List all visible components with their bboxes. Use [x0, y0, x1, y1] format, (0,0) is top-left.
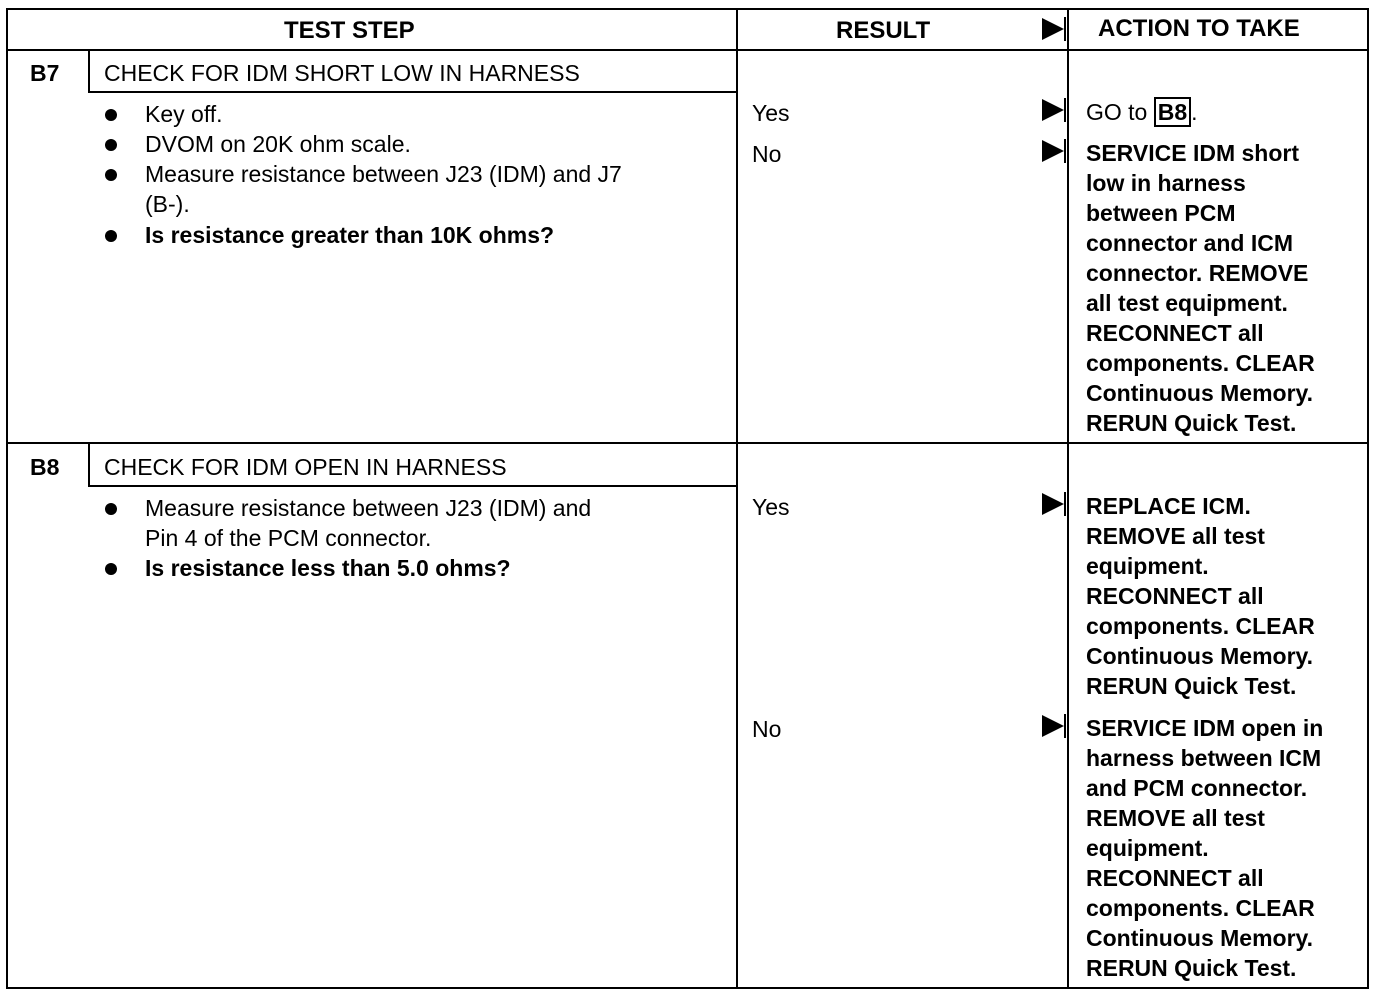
header-underline — [6, 49, 1369, 51]
b7-no-action-line: all test equipment. — [1086, 290, 1288, 316]
b8-no-arrow-icon — [1042, 715, 1064, 737]
b8-yes-action-line: REPLACE ICM. — [1086, 493, 1251, 519]
b7-no-action-line: low in harness — [1086, 170, 1246, 196]
b7-no-action-line: between PCM — [1086, 200, 1236, 226]
b8-yes-arrow-icon — [1042, 493, 1064, 515]
b7-no-action-line: components. CLEAR — [1086, 350, 1315, 376]
b8-result-yes: Yes — [752, 494, 790, 520]
b8-title-underline — [88, 485, 738, 487]
b8-result-no: No — [752, 716, 782, 742]
b7-step-title: CHECK FOR IDM SHORT LOW IN HARNESS — [104, 60, 580, 86]
b8-no-action-line: RERUN Quick Test. — [1086, 955, 1297, 981]
b7-result-no: No — [752, 141, 782, 167]
b7-yes-arrow-bar — [1064, 98, 1066, 122]
b7-title-underline — [88, 91, 738, 93]
b8-no-action-line: harness between ICM — [1086, 745, 1322, 771]
b8-yes-action-line: Continuous Memory. — [1086, 643, 1314, 669]
b8-yes-action-line: RECONNECT all — [1086, 583, 1264, 609]
b8-no-action-line: Continuous Memory. — [1086, 925, 1314, 951]
b7-yes-arrow-icon — [1042, 99, 1064, 121]
b8-no-action-line: components. CLEAR — [1086, 895, 1315, 921]
b7-no-action-line: RERUN Quick Test. — [1086, 410, 1297, 436]
b8-no-arrow-bar — [1064, 714, 1066, 738]
bullet-icon — [105, 109, 117, 121]
b8-no-action-line: SERVICE IDM open in — [1086, 715, 1324, 741]
header-result: RESULT — [836, 17, 931, 44]
col-divider-step-result — [736, 8, 738, 989]
b8-step-id: B8 — [30, 454, 60, 480]
b8-yes-action-line: components. CLEAR — [1086, 613, 1315, 639]
b8-bullet-1-line-1: Measure resistance between J23 (IDM) and — [145, 495, 592, 521]
b8-no-action-line: REMOVE all test — [1086, 805, 1265, 831]
b7-yes-action-ref: B8 — [1154, 97, 1191, 127]
b7-yes-action — [1086, 97, 1198, 127]
b8-bullet-1-line-2: Pin 4 of the PCM connector. — [145, 525, 432, 551]
b7-bullet-3-line-1: Measure resistance between J23 (IDM) and J7 — [145, 161, 622, 187]
b7-no-arrow-bar — [1064, 139, 1066, 163]
b7-no-action-line: SERVICE IDM short — [1086, 140, 1299, 166]
bullet-icon — [105, 563, 117, 575]
b8-no-action-line: RECONNECT all — [1086, 865, 1264, 891]
b8-yes-action-line: RERUN Quick Test. — [1086, 673, 1297, 699]
header-arrow-icon — [1042, 18, 1064, 40]
b8-yes-action-line: REMOVE all test — [1086, 523, 1265, 549]
b7-step-id: B7 — [30, 60, 60, 86]
bullet-icon — [105, 169, 117, 181]
b7-yes-action-suffix: . — [1191, 99, 1198, 125]
b8-step-title: CHECK FOR IDM OPEN IN HARNESS — [104, 454, 507, 480]
b8-yes-arrow-bar — [1064, 492, 1066, 516]
b8-no-action-line: equipment. — [1086, 835, 1209, 861]
b7-no-action-line: RECONNECT all — [1086, 320, 1264, 346]
b8-no-action-line: and PCM connector. — [1086, 775, 1308, 801]
id-divider-b8 — [88, 444, 90, 487]
header-arrow-bar — [1064, 17, 1066, 41]
b7-bullet-4-question: Is resistance greater than 10K ohms? — [145, 222, 555, 248]
col-divider-result-action — [1067, 8, 1069, 989]
b7-result-yes: Yes — [752, 100, 790, 126]
header-test-step: TEST STEP — [284, 17, 415, 44]
b7-no-action-line: connector and ICM — [1086, 230, 1294, 256]
b7-bullet-1: Key off. — [145, 101, 223, 127]
b7-yes-action-prefix: GO to — [1086, 99, 1148, 125]
bullet-icon — [105, 230, 117, 242]
bullet-icon — [105, 503, 117, 515]
b7-no-arrow-icon — [1042, 140, 1064, 162]
b7-bullet-2: DVOM on 20K ohm scale. — [145, 131, 411, 157]
b7-no-action-line: Continuous Memory. — [1086, 380, 1314, 406]
b7-bullet-3-line-2: (B-). — [145, 191, 190, 217]
b7-no-action-line: connector. REMOVE — [1086, 260, 1309, 286]
bullet-icon — [105, 139, 117, 151]
b7-b8-divider — [6, 442, 1369, 444]
b8-bullet-2-question: Is resistance less than 5.0 ohms? — [145, 555, 511, 581]
id-divider-b7 — [88, 50, 90, 93]
b8-yes-action-line: equipment. — [1086, 553, 1209, 579]
header-action: ACTION TO TAKE — [1098, 15, 1300, 42]
